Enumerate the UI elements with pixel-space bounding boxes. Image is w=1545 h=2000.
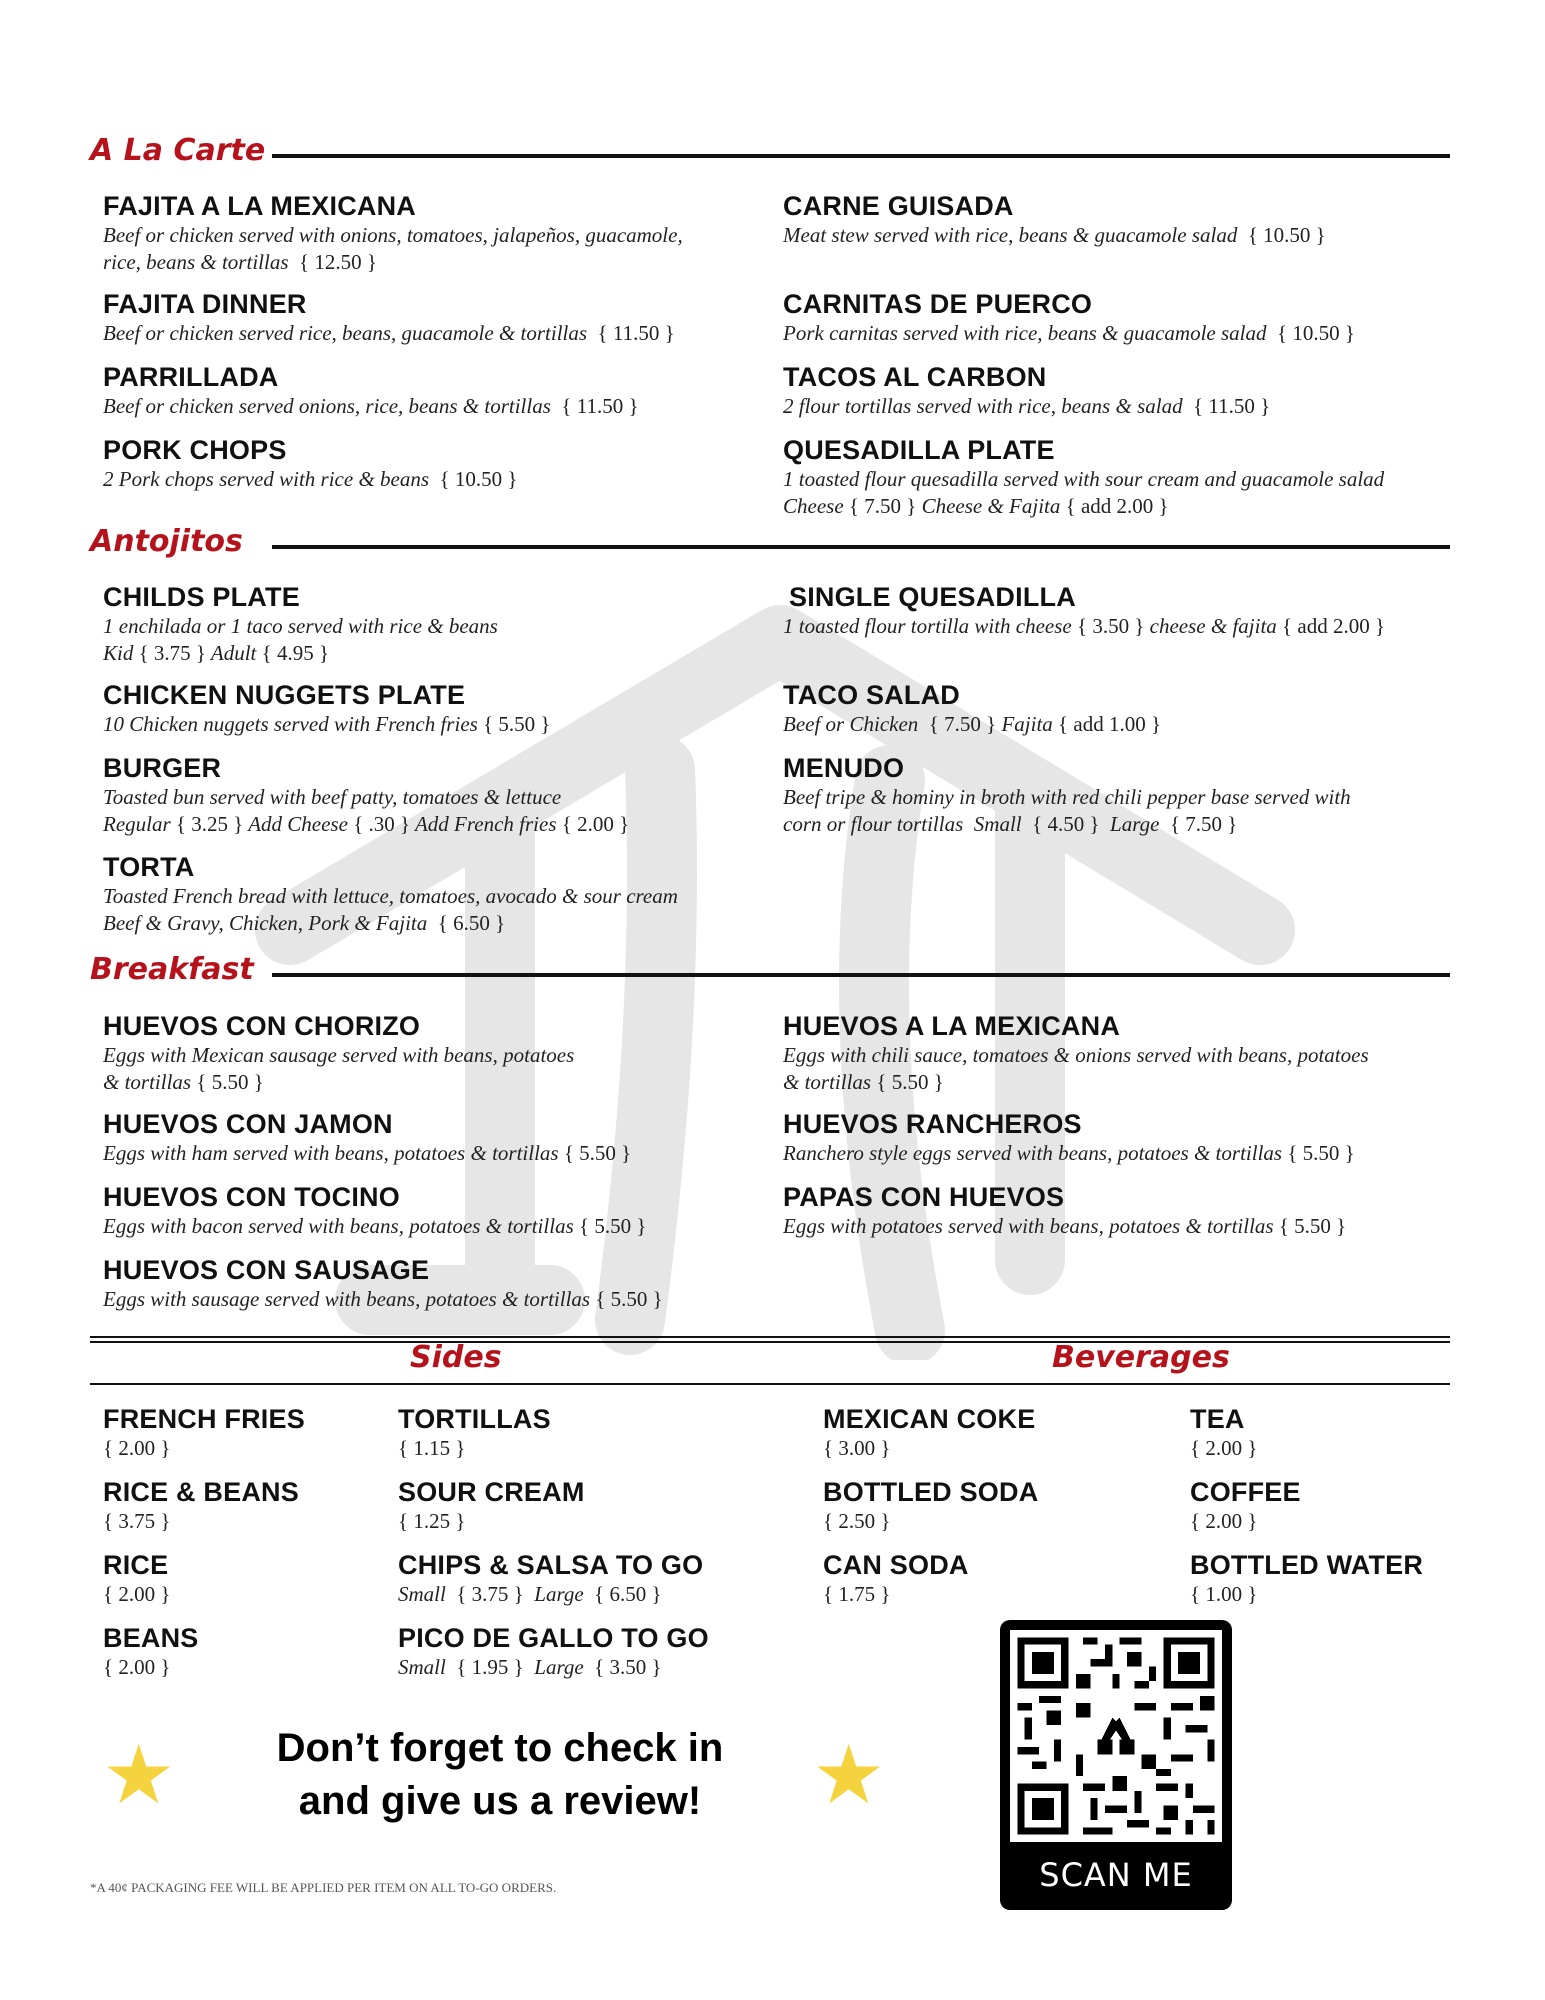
item-name: TORTILLAS [398,1404,551,1434]
star-icon: ★ [812,1730,886,1821]
section-title: Breakfast [90,952,254,987]
side-item [398,1622,818,1681]
star-icon: ★ [102,1730,176,1821]
item-price: { 4.50 } [1032,812,1100,836]
review-line: Don’t forget to check in [276,1726,724,1770]
item-name: TACO SALAD [783,680,960,710]
item-name: RICE [103,1550,169,1580]
beverage-item [1190,1549,1450,1608]
beverage-item [1190,1476,1450,1535]
qr-label: SCAN ME [1039,1856,1193,1894]
review-callout [240,1722,760,1828]
menu-item [103,581,763,667]
menu-item [103,190,763,276]
item-name: BOTTLED SODA [823,1477,1039,1507]
menu-item [783,679,1443,738]
menu-item [103,1254,763,1313]
item-name: CARNE GUISADA [783,191,1014,221]
side-item [398,1549,818,1608]
section-title-sides: Sides [410,1340,502,1375]
item-price: { 2.00 } [561,812,630,836]
item-price: { add 1.00 } [1058,712,1162,736]
item-name: BURGER [103,753,222,783]
item-price: { 4.95 } [261,641,330,665]
menu-item [783,581,1449,640]
item-price: { 5.50 } [595,1287,663,1311]
item-description: Beef or chicken served with onions, tomatoes, jalapeños, guacamole, rice, beans & tortillas { 12.50 } [103,223,683,274]
item-price: Small { 3.75 } Large { 6.50 } [398,1582,662,1606]
item-price: { 7.50 } [848,494,917,518]
item-name: HUEVOS CON JAMON [103,1109,393,1139]
beverage-item [823,1476,1243,1535]
item-price: { 3.75 } [103,1509,171,1533]
item-price: { 2.00 } [103,1655,171,1679]
packaging-fee-note: *A 40¢ PACKAGING FEE WILL BE APPLIED PER ITEM ON ALL TO-GO ORDERS. [90,1880,557,1895]
item-price: { 1.00 } [1190,1582,1258,1606]
item-price: { 5.50 } [563,1141,632,1165]
item-name: BEANS [103,1623,199,1653]
menu-item [103,434,763,493]
menu-item [783,1010,1443,1096]
menu-item [783,434,1443,520]
item-description: Toasted French bread with lettuce, tomatoes, avocado & sour cream Beef & Gravy, Chicken, Pork & Fajita { 6.50 } [103,884,678,935]
item-name: CAN SODA [823,1550,969,1580]
item-price: { 5.50 } [1287,1141,1355,1165]
item-price: { 1.25 } [398,1509,466,1533]
item-name: SINGLE QUESADILLA [789,582,1076,612]
item-name: COFFEE [1190,1477,1301,1507]
item-description: 2 flour tortillas served with rice, beans & salad { 11.50 } [783,394,1271,418]
item-name: FRENCH FRIES [103,1404,305,1434]
divider [90,1383,1450,1385]
item-name: PORK CHOPS [103,435,287,465]
section-header-antojitos [90,524,1450,564]
menu-item [103,851,763,937]
menu-item [783,1108,1443,1167]
item-price: { 3.50 } [1076,614,1145,638]
item-name: CHILDS PLATE [103,582,300,612]
menu-item [783,752,1443,838]
section-rule [272,973,1450,977]
item-name: CHIPS & SALSA TO GO [398,1550,704,1580]
qr-code-icon [1010,1630,1222,1842]
item-name: PAPAS CON HUEVOS [783,1182,1065,1212]
item-description: Eggs with potatoes served with beans, potatoes & tortillas { 5.50 } [783,1214,1347,1238]
item-price: { 5.50 } [1278,1214,1347,1238]
item-price: Small { 1.95 } Large { 3.50 } [398,1655,662,1679]
item-description: Pork carnitas served with rice, beans & guacamole salad { 10.50 } [783,321,1355,345]
item-description: 2 Pork chops served with rice & beans { 10.50 } [103,467,518,491]
item-price: { 2.50 } [823,1509,891,1533]
item-name: PICO DE GALLO TO GO [398,1623,709,1653]
section-rule [272,154,1450,158]
item-description: 1 toasted flour quesadilla served with sour cream and guacamole salad Cheese { 7.50 } Cheese & Fajita { add 2.00 } [783,467,1385,518]
item-price: { 11.50 } [561,394,639,418]
item-price: { 2.00 } [1190,1436,1258,1460]
item-price: { 2.00 } [103,1436,171,1460]
item-name: MENUDO [783,753,905,783]
item-name: PARRILLADA [103,362,279,392]
menu-item [103,1010,763,1096]
divider [90,1341,1450,1343]
item-price: { .30 } [353,812,411,836]
item-name: HUEVOS RANCHEROS [783,1109,1082,1139]
menu-item [103,1181,763,1240]
item-description: Eggs with chili sauce, tomatoes & onions served with beans, potatoes & tortillas { 5.50 } [783,1043,1369,1094]
item-name: HUEVOS CON SAUSAGE [103,1255,430,1285]
section-header-a-la-carte [90,133,1450,173]
menu-item [783,1181,1443,1240]
item-price: { add 2.00 } [1282,614,1386,638]
item-price: { 1.15 } [398,1436,466,1460]
item-price: { 1.75 } [823,1582,891,1606]
menu-item [783,190,1443,249]
item-price: { 5.50 } [483,712,551,736]
menu-item [103,361,763,420]
divider [90,1336,1450,1338]
item-price: { 5.50 } [876,1070,944,1094]
item-name: TEA [1190,1404,1245,1434]
item-price: { 11.50 } [1193,394,1271,418]
item-name: MEXICAN COKE [823,1404,1036,1434]
item-price: { 7.50 } [928,712,997,736]
section-title-beverages: Beverages [1052,1340,1230,1375]
item-name: QUESADILLA PLATE [783,435,1055,465]
side-item [398,1403,818,1462]
item-price: { 10.50 } [1277,321,1355,345]
item-description: Eggs with bacon served with beans, potatoes & tortillas { 5.50 } [103,1214,647,1238]
item-price: { 10.50 } [1247,223,1326,247]
item-price: { 3.75 } [138,641,207,665]
item-description: 1 toasted flour tortilla with cheese { 3.50 } cheese & fajita { add 2.00 } [783,614,1386,638]
item-description: Eggs with Mexican sausage served with beans, potatoes & tortillas { 5.50 } [103,1043,575,1094]
item-name: RICE & BEANS [103,1477,299,1507]
section-header-breakfast [90,952,1450,992]
item-name: HUEVOS A LA MEXICANA [783,1011,1121,1041]
item-description: Toasted bun served with beef patty, tomatoes & lettuce Regular { 3.25 } Add Cheese { .30 } Add French fries { 2.00 } [103,785,630,836]
item-name: CHICKEN NUGGETS PLATE [103,680,466,710]
item-name: HUEVOS CON TOCINO [103,1182,400,1212]
item-price: { 12.50 } [299,250,377,274]
item-description: Beef or chicken served onions, rice, beans & tortillas { 11.50 } [103,394,639,418]
item-description: Eggs with ham served with beans, potatoes & tortillas { 5.50 } [103,1141,632,1165]
item-price: { 3.25 } [175,812,244,836]
item-description: 10 Chicken nuggets served with French fries { 5.50 } [103,712,551,736]
side-item [398,1476,818,1535]
item-description: 1 enchilada or 1 taco served with rice & beans Kid { 3.75 } Adult { 4.95 } [103,614,498,665]
section-title: A La Carte [90,133,266,168]
item-price: { 5.50 } [579,1214,647,1238]
item-description: Beef or chicken served rice, beans, guacamole & tortillas { 11.50 } [103,321,675,345]
item-name: TORTA [103,852,195,882]
item-price: { add 2.00 } [1065,494,1169,518]
qr-code-badge[interactable] [1000,1620,1232,1910]
item-price: { 10.50 } [439,467,518,491]
item-name: HUEVOS CON CHORIZO [103,1011,421,1041]
item-name: FAJITA DINNER [103,289,307,319]
menu-item [783,361,1443,420]
section-rule [272,545,1450,549]
item-name: BOTTLED WATER [1190,1550,1424,1580]
beverage-item [823,1403,1243,1462]
item-name: CARNITAS DE PUERCO [783,289,1093,319]
item-name: FAJITA A LA MEXICANA [103,191,416,221]
item-description: Ranchero style eggs served with beans, potatoes & tortillas { 5.50 } [783,1141,1355,1165]
menu-item [103,1108,763,1167]
beverage-item [1190,1403,1450,1462]
item-description: Eggs with sausage served with beans, potatoes & tortillas { 5.50 } [103,1287,663,1311]
item-price: { 3.00 } [823,1436,891,1460]
item-price: { 5.50 } [196,1070,264,1094]
beverage-item [823,1549,1243,1608]
item-description: Beef tripe & hominy in broth with red chili pepper base served with corn or flour tortillas Small { 4.50 } Large { 7.50 } [783,785,1351,836]
item-price: { 6.50 } [437,911,506,935]
menu-item [103,752,763,838]
review-line: and give us a review! [298,1779,702,1823]
menu-item [783,288,1443,347]
section-title: Antojitos [90,524,243,559]
item-price: { 2.00 } [103,1582,171,1606]
item-price: { 7.50 } [1169,812,1238,836]
menu-item [103,288,763,347]
item-description: Beef or Chicken { 7.50 } Fajita { add 1.00 } [783,712,1162,736]
item-name: TACOS AL CARBON [783,362,1047,392]
item-description: Meat stew served with rice, beans & guacamole salad { 10.50 } [783,223,1326,247]
menu-item [103,679,763,738]
item-price: { 11.50 } [597,321,675,345]
item-price: { 2.00 } [1190,1509,1258,1533]
item-name: SOUR CREAM [398,1477,585,1507]
